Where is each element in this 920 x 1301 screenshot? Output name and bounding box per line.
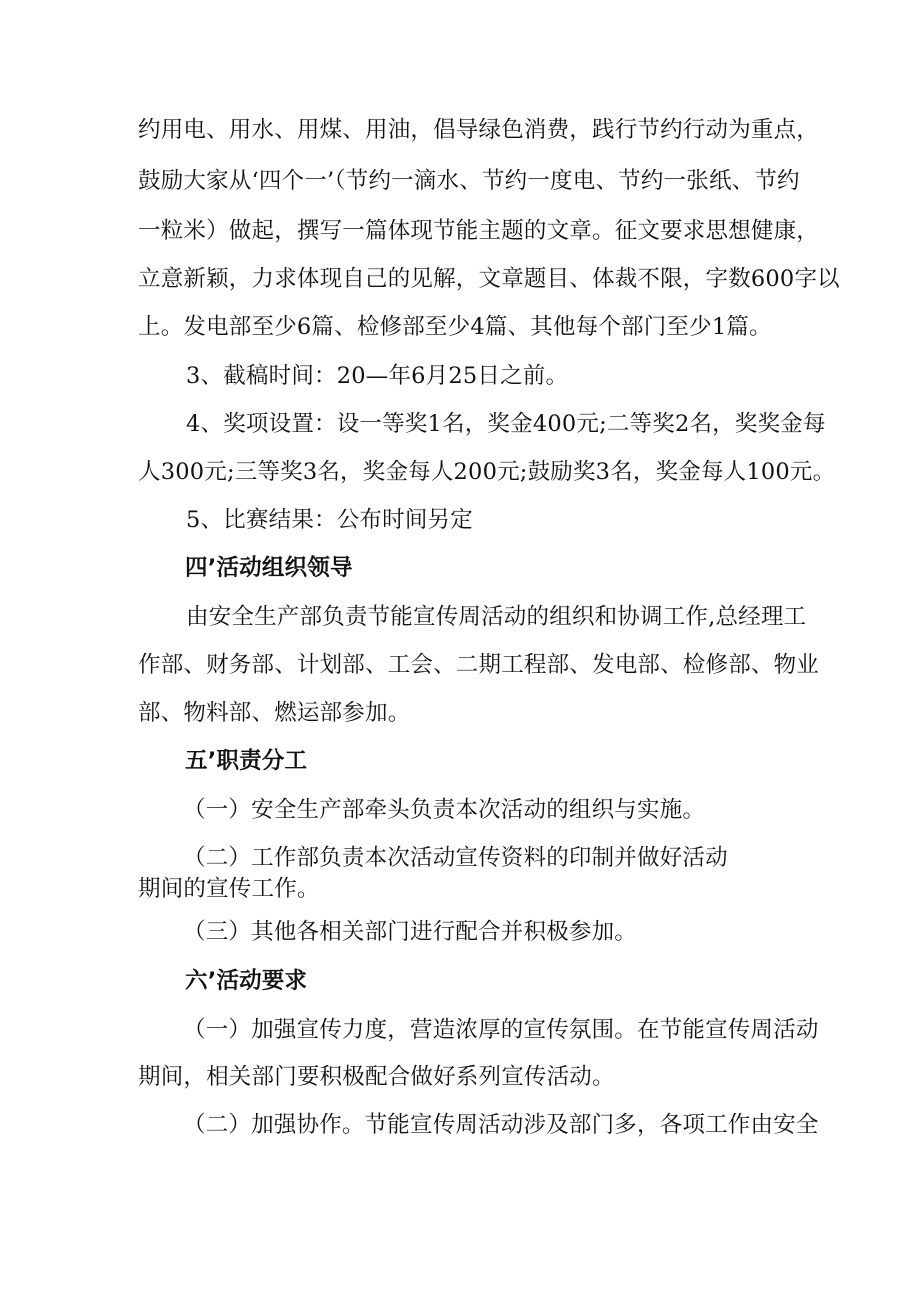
body-line-1: 约用电、用水、用煤、用油，倡导绿色消费，践行节约行动为重点， xyxy=(138,117,820,143)
req-item-2: （二）加强协作。节能宣传周活动涉及部门多，各项工作由安全 xyxy=(183,1112,819,1138)
section-heading-4: 四’活动组织领导 xyxy=(185,555,353,581)
org-line-1: 由安全生产部负责节能宣传周活动的组织和协调工作,总经理工 xyxy=(186,604,807,630)
org-line-3: 部、物料部、燃运部参加。 xyxy=(138,700,411,726)
org-line-2: 作部、财务部、计划部、工会、二期工程部、发电部、检修部、物业 xyxy=(138,652,820,678)
duty-item-1: （一）安全生产部牵头负责本次活动的组织与实施。 xyxy=(183,797,706,823)
body-line-2: 鼓励大家从‘四个一’（节约一滴水、节约一度电、节约一张纸、节约 xyxy=(138,168,800,194)
item-awards-cont: 人300元;三等奖3名，奖金每人200元;鼓励奖3名，奖金每人100元。 xyxy=(138,459,836,485)
body-line-4: 立意新颖，力求体现自己的见解，文章题目、体裁不限，字数600字以 xyxy=(138,266,840,292)
req-item-1: （一）加强宣传力度，营造浓厚的宣传氛围。在节能宣传周活动 xyxy=(183,1017,819,1043)
req-item-1-cont: 期间，相关部门要积极配合做好系列宣传活动。 xyxy=(138,1064,615,1090)
body-line-3: 一粒米）做起，撰写一篇体现节能主题的文章。征文要求思想健康， xyxy=(138,218,820,244)
section-heading-5: 五’职责分工 xyxy=(185,748,308,774)
section-heading-6: 六’活动要求 xyxy=(185,968,308,994)
body-line-5: 上。发电部至少6篇、检修部至少4篇、其他每个部门至少1篇。 xyxy=(138,314,772,340)
duty-item-2: （二）工作部负责本次活动宣传资料的印制并做好活动 xyxy=(183,845,728,871)
item-results: 5、比赛结果：公布时间另定 xyxy=(186,507,473,533)
duty-item-2-cont: 期间的宣传工作。 xyxy=(138,876,320,902)
item-awards: 4、奖项设置：设一等奖1名，奖金400元;二等奖2名，奖奖金每 xyxy=(186,411,826,437)
duty-item-3: （三）其他各相关部门进行配合并积极参加。 xyxy=(183,919,638,945)
item-deadline: 3、截稿时间：20—年6月25日之前。 xyxy=(186,363,569,389)
